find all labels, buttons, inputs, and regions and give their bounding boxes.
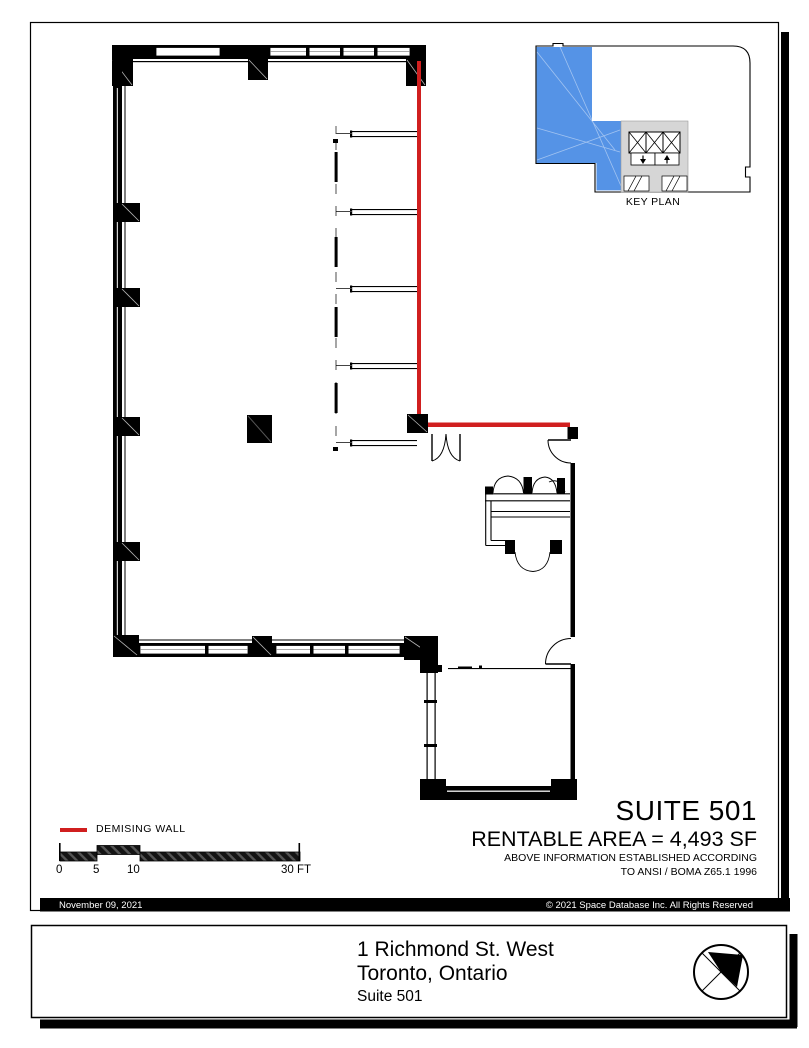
scale-bar — [59, 843, 300, 861]
column — [247, 415, 272, 443]
address-street: 1 Richmond St. West — [357, 938, 554, 961]
footer-copyright: © 2021 Space Database Inc. All Rights Reserved — [545, 899, 753, 911]
vestibule — [485, 476, 570, 572]
title-block — [471, 796, 757, 878]
elevator-bank-icon — [629, 132, 680, 165]
scale-tick-5: 5 — [93, 864, 100, 876]
scale-tick-0: 0 — [56, 864, 63, 876]
scale-tick-10: 10 — [127, 864, 140, 876]
footer-date: November 09, 2021 — [59, 899, 143, 911]
north-arrow-icon — [694, 945, 748, 999]
suite-title: SUITE 501 — [615, 795, 757, 826]
key-plan — [536, 44, 750, 193]
extension-partition — [437, 665, 571, 672]
suite-floor-plan — [112, 45, 578, 800]
interior-partitions — [333, 126, 417, 451]
rentable-area: RENTABLE AREA = 4,493 SF — [471, 827, 757, 852]
boma-note-line1: ABOVE INFORMATION ESTABLISHED ACCORDING — [504, 852, 757, 865]
demising-wall-legend-label: DEMISING WALL — [96, 822, 186, 835]
scale-tick-30ft: 30 FT — [281, 864, 312, 876]
address-suite: Suite 501 — [357, 988, 423, 1005]
demising-wall-swatch — [60, 828, 87, 832]
address-city: Toronto, Ontario — [357, 962, 508, 985]
boma-note-line2: TO ANSI / BOMA Z65.1 1996 — [620, 865, 757, 878]
key-plan-label: KEY PLAN — [625, 196, 681, 208]
